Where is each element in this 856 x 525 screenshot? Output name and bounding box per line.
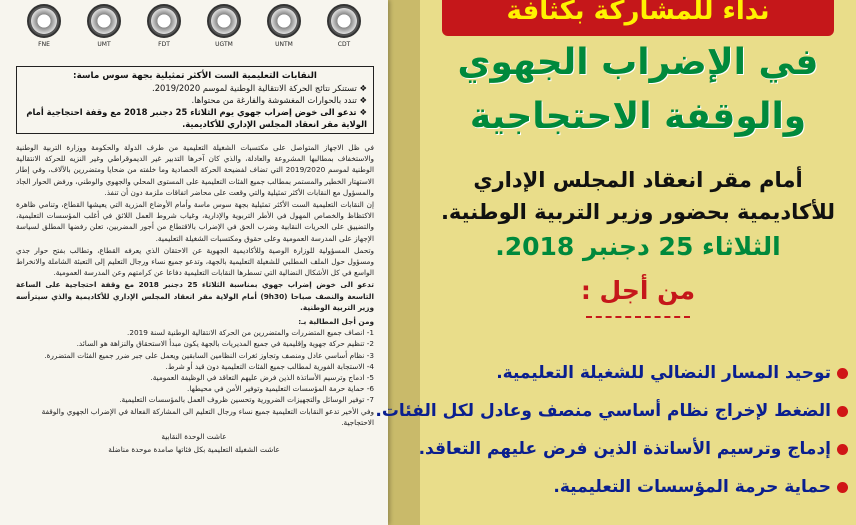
poster-title-line2: والوقفة الاحتجاجية [469,96,807,137]
demands-title: ومن أجل المطالبة بـ: [298,317,374,327]
logo-abbr: UGTM [215,41,233,48]
logo-abbr: CDT [337,41,351,48]
goal-text: توحيد المسار النضالي للشغيلة التعليمية. [496,363,831,383]
summary-line: ❖ تستنكر نتائج الحركة الانتقالية الوطنية لموسم 2019/2020. [152,83,367,93]
demand-item: 6- حماية حرمة المؤسسات التعليمية وتوفير الأمن في محيطها. [187,384,374,394]
poster-panel [375,0,856,525]
demand-item: 7- توفير الوسائل والتجهيزات الضرورية وتحسين ظروف العمل بالمؤسسات التعليمية. [119,395,374,405]
statement-paragraph: في ظل الاجهاز المتواصل على مكتسبات الشغيلة التعليمية من طرف الدولة والحكومة ووزارة التربية الوطنية والاستخفاف بمطالبها المشروعة والعادلة، والذي كان آخرها التدبير غير الديموقراطي وغير النزيه للحركة الانتقالية الوطنية لموسم 2019/2020 التي تضاف لفضيحة الحركة الحصادية وما خلفته من ضحايا ومتضررين بالآلاف، وفي إطار الاستهتار الخطير والمستمر بمطالب جميع الفئات التعليمية على المستوى المحلي والجهوي والوطني، ورفض الحوار الجاد والمسؤول مع النقابات الأكثر تمثيلية والتي وقعت على محاضر اتفاقات ملزمة دون أن تنفذ. [16,143,375,197]
strike-date: الثلاثاء 25 دجنبر 2018. [495,232,781,261]
demand-item: 3- نظام أساسي عادل ومنصف وتجاوز ثغرات النظامين السابقين ويعمل على جبر ضرر جميع الفئات المتضررة. [44,350,374,360]
goal-item [428,468,848,506]
emblem-icon [327,4,361,38]
summary-heading: النقابات التعليمية الست الأكثر تمثيلية بجهة سوس ماسة: [73,71,317,81]
summary-line: ❖ تدعو الى خوض إضراب جهوي يوم الثلاثاء 25 دجنبر 2018 مع وقفة احتجاجية أمام الولاية مقر انعقاد المجلس الإداري للأكاديمية. [26,107,367,129]
logo-abbr: UMT [97,41,111,48]
signature-line: عاشت الوحدة النقابية [161,432,227,442]
emblem-icon [87,4,121,38]
union-logo [141,4,187,48]
goal-text: حماية حرمة المؤسسات التعليمية. [553,477,831,497]
call-banner-text: نداء للمشاركة بكثافة [506,0,770,26]
bullet-icon [837,444,848,455]
summary-line-text: تدعو الى خوض إضراب جهوي يوم الثلاثاء 25 دجنبر 2018 مع وقفة احتجاجية أمام الولاية مقر انعقاد المجلس الإداري للأكاديمية. [26,107,367,129]
bullet-icon [837,482,848,493]
bullet-icon [837,368,848,379]
union-logo [21,4,67,48]
emblem-icon [147,4,181,38]
summary-box [16,66,374,134]
summary-line-text: تندد بالحوارات المغشوشة والفارغة من محتواها. [191,95,357,105]
closing-text: وفي الأخير تدعو النقابات التعليمية جميع نساء ورجال التعليم الى المشاركة الفعالة في الإضراب الجهوي والوقفة الاحتجاجية. [41,406,374,427]
union-logo [321,4,367,48]
summary-line-text: تستنكر نتائج الحركة الانتقالية الوطنية لموسم 2019/2020. [152,83,357,93]
leaflet-area [0,0,420,525]
goals-list [375,354,848,506]
demand-item: 1- انصاف جميع المتضررات والمتضررين من الحركة الانتقالية الوطنية لسنة 2019. [127,328,374,338]
call-to-strike: تدعو الى خوض إضراب جهوي بمناسبة الثلاثاء 25 دجنبر 2018 مع وقفة احتجاجية على الساعة التاسعة والنصف صباحا (9h30) أمام الولاية مقر انعقاد المجلس الإداري للأكاديمية والذي سيترأسه وزير التربية الوطنية. [16,280,374,312]
goal-item [418,430,848,468]
call-banner [442,0,834,36]
emblem-icon [27,4,61,38]
goal-item [428,354,848,392]
goal-text: الضغط لإخراج نظام أساسي منصف وعادل لكل الفئات. [375,401,831,421]
logo-abbr: UNTM [275,41,293,48]
for-underline [586,316,690,318]
statement-body [16,142,374,313]
location-line2: للأكاديمية بحضور وزير التربية الوطنية. [440,200,836,224]
union-logos-row [0,0,388,62]
location-line1: أمام مقر انعقاد المجلس الإداري [473,168,803,192]
goal-text: إدماج وترسيم الأساتذة الذين فرض عليهم التعاقد. [418,439,831,459]
logo-abbr: FNE [38,41,50,48]
demand-item: 2- تنظيم حركة جهوية وإقليمية في جميع المديريات بالجهة يكون مبدأ الاستحقاق والنزاهة هو السائد. [76,339,374,349]
goal-item [375,392,848,430]
demand-item: 4- الاستجابة الفورية لمطالب جميع الفئات التعليمية دون قيد أو شرط. [165,361,374,371]
demands-list [16,316,374,428]
statement-paragraph: إن النقابات التعليمية الست الأكثر تمثيلية بجهة سوس ماسة وأمام الأوضاع المزرية التي يعيشها القطاع، وتنامي ظاهرة الاكتظاظ والخصاص المهول في الأطر التربوية والإدارية، وغياب شروط العمل اللائق في أغلب المؤسسات التعليمية، والتضييق على الحريات النقابية وضرب الحق في الإضراب بالاقتطاع من أجور المضربين، تعلن رفضها المطلق لسياسة الإجهاز على المدرسة العمومية وعلى حقوق ومكتسبات الشغيلة التعليمية. [16,200,374,243]
union-logo [261,4,307,48]
statement-paragraph: وتحمل المسؤولية للوزارة الوصية وللأكاديمية الجهوية عن الاحتقان الذي يعرفه القطاع، وتطالب بفتح حوار جدي ومسؤول حول الملف المطلبي للشغيلة التعليمية بالجهة، وتدعو جميع نساء ورجال التعليم إلى التعبئة الشاملة والانخراط الواسع في كل الأشكال النضالية التي تسطرها النقابات التعليمية دفاعا عن كرامتهم وعن المدرسة العمومية. [16,245,374,278]
signature-line: عاشت الشغيلة التعليمية بكل فئاتها صامدة موحدة مناضلة [108,445,280,455]
emblem-icon [267,4,301,38]
union-logo [81,4,127,48]
union-statement-document [0,0,388,525]
demand-item: 5- ادماج وترسيم الأساتذة الذين فرض عليهم التعاقد في الوظيفة العمومية. [150,373,374,383]
emblem-icon [207,4,241,38]
union-logo [201,4,247,48]
poster-title-line1: في الإضراب الجهوي [457,42,819,83]
bullet-icon [837,406,848,417]
summary-line: ❖ تندد بالحوارات المغشوشة والفارغة من محتواها. [191,95,367,105]
for-label: من أجل : [580,276,696,305]
logo-abbr: FDT [158,41,170,48]
